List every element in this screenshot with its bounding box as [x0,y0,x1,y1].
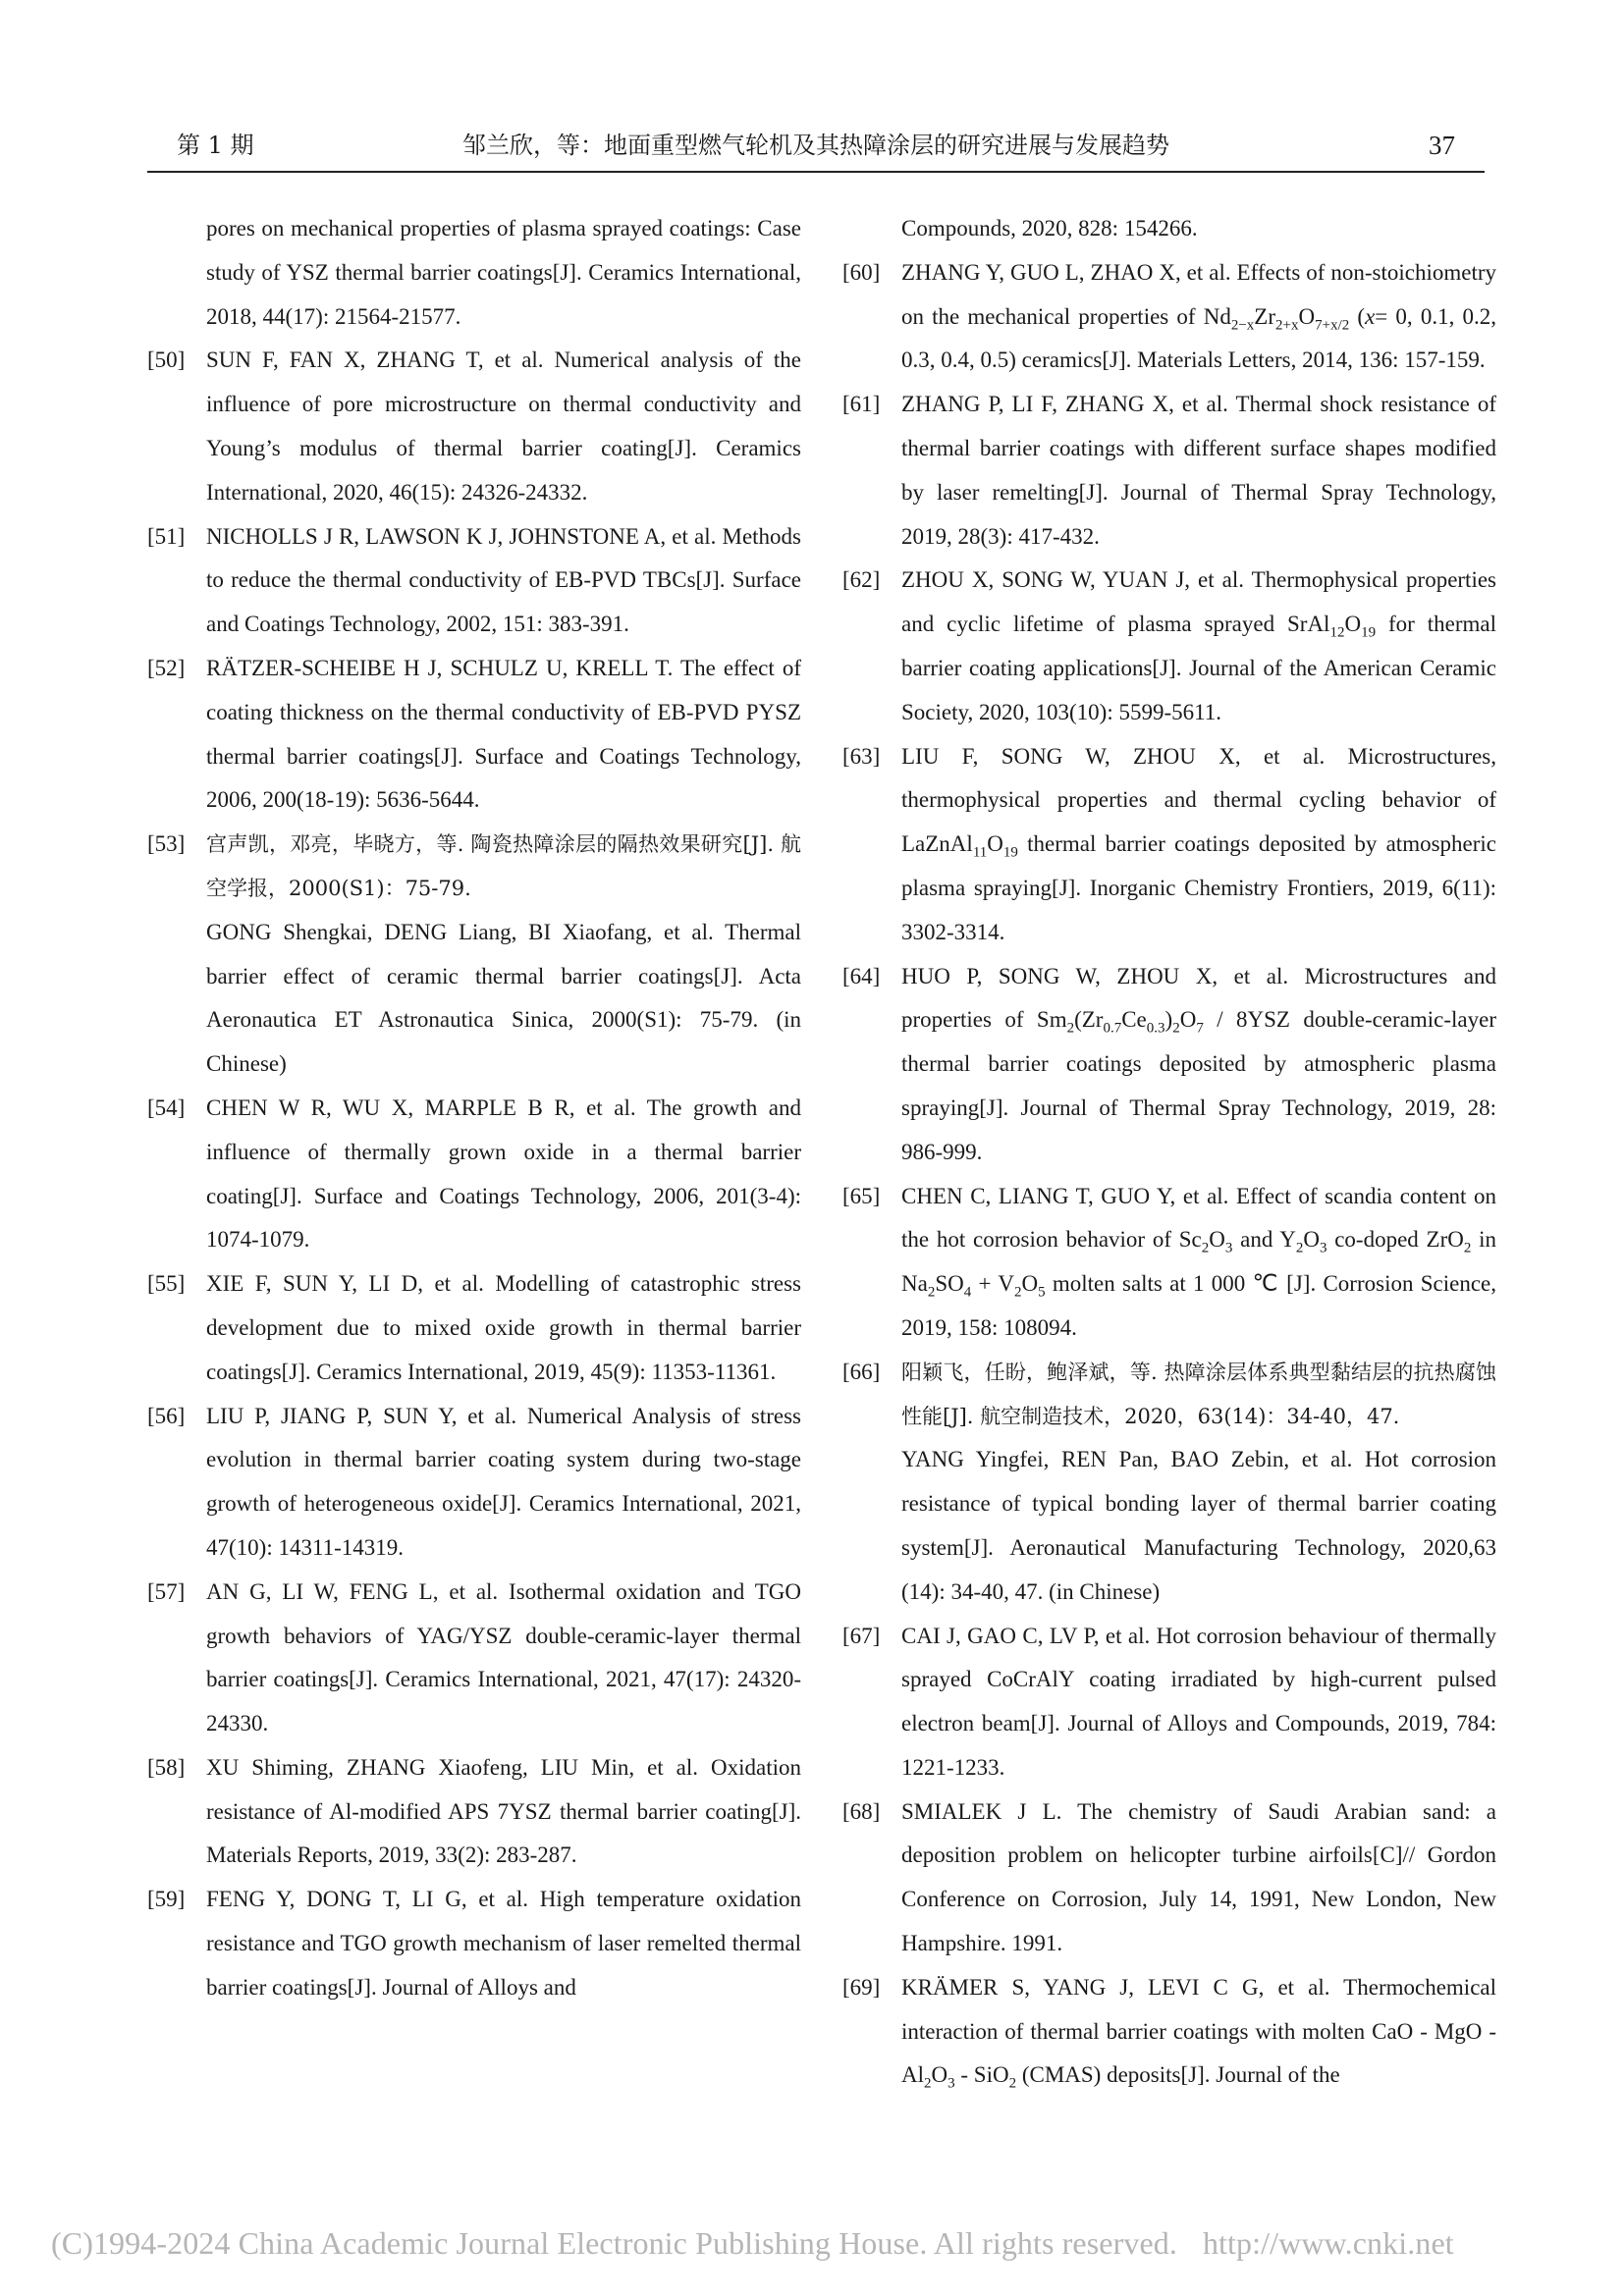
subscript: 7 [1196,1020,1204,1037]
reference-number: [56] [147,1403,186,1428]
reference-number: [63] [842,743,881,769]
reference-text: XU Shiming, ZHANG Xiaofeng, LIU Min, et al. Oxidation resistance of Al-modified APS 7YSZ thermal barrier coating[J]. Materials Reports, 2019, 33(2): 283-287. [206,1754,801,1868]
reference-text [901,251,1496,383]
subscript: 2 [1463,1240,1472,1256]
reference-item [147,1878,801,2009]
subscript: 2 [1295,1240,1304,1256]
text-run: = 0, 0.1, 0.2, 0.3, 0.4, 0.5) ceramics[J]. Materials Letters, 2014, 136: 157-159. [901,303,1496,373]
reference-continuation: Compounds, 2020, 828: 154266. [901,216,1198,240]
text-run: in Na [901,1227,1496,1297]
subscript: 0.3 [1146,1020,1165,1037]
text-run: HUO P, SONG W, ZHOU X, et al. Microstructures and properties of Sm [901,963,1496,1033]
reference-number: [59] [147,1887,186,1912]
reference-number: [50] [147,347,186,373]
reference-number: [58] [147,1754,186,1780]
text-run: / 8YSZ double-ceramic-layer thermal barrier coatings deposited by atmospheric plasma spraying[J]. Journal of Thermal Spray Technology, 2019, 28: 986-999. [901,1007,1496,1164]
reference-number: [61] [842,392,881,417]
text-run: CHEN C, LIANG T, GUO Y, et al. Effect of scandia content on the hot corrosion behavior of Sc [901,1183,1496,1253]
reference-text [901,559,1496,734]
reference-text: AN G, LI W, FENG L, et al. Isothermal oxidation and TGO growth behaviors of YAG/YSZ double-ceramic-layer thermal barrier coatings[J]. Ceramics International, 2021, 47(17): 24320-24330. [206,1578,801,1736]
reference-text-english: GONG Shengkai, DENG Liang, BI Xiaofang, et al. Thermal barrier effect of ceramic thermal barrier coatings[J]. Acta Aeronautica ET Astronautica Sinica, 2000(S1): 75-79. (in Chinese) [206,919,801,1077]
text-run: ZHANG Y, GUO L, ZHAO X, et al. Effects of non-stoichiometry on the mechanical properties of Nd [901,259,1496,329]
text-run: O [1303,1227,1320,1253]
reference-text [901,1966,1496,2098]
reference-number: [53] [147,831,186,857]
reference-item [147,647,801,823]
subscript: 2−x [1230,317,1255,334]
reference-column-right [842,207,1496,2098]
reference-item [147,823,801,1087]
reference-number: [54] [147,1095,186,1120]
subscript: 2 [927,1284,936,1301]
text-run: - SiO [954,2062,1009,2088]
text-run: O [1179,1007,1197,1033]
subscript: 11 [972,844,988,861]
subscript: 2 [1008,2076,1017,2093]
reference-column-left [147,207,801,2010]
text-run: O [931,2062,948,2088]
reference-text: NICHOLLS J R, LAWSON K J, JOHNSTONE A, et al. Methods to reduce the thermal conductivity of EB-PVD TBCs[J]. Surface and Coatings Technology, 2002, 151: 383-391. [206,523,801,637]
reference-text: RÄTZER-SCHEIBE H J, SCHULZ U, KRELL T. The effect of coating thickness on the thermal conductivity of EB-PVD PYSZ thermal barrier coatings[J]. Surface and Coatings Technology, 2006, 200(18-19): 5636-5644. [206,655,801,813]
page-number: 37 [1429,131,1455,160]
reference-number: [52] [147,655,186,680]
subscript: 2+x [1275,317,1299,334]
text-run: O [1021,1271,1039,1297]
reference-text: SUN F, FAN X, ZHANG T, et al. Numerical analysis of the influence of pore microstructure on thermal conductivity and Young’s modulus of thermal barrier coating[J]. Ceramics International, 2020, 46(15): 24326-24332. [206,347,801,505]
reference-item [147,515,801,647]
subscript: 19 [1361,624,1377,641]
subscript: 19 [1002,844,1018,861]
reference-text: SMIALEK J L. The chemistry of Saudi Arabian sand: a deposition problem on helicopter turbine airfoils[C]// Gordon Conference on Corrosion, July 14, 1991, New London, New Hampshire. 1991. [901,1798,1496,1956]
text-run: Ce [1121,1007,1147,1033]
reference-item [147,1087,801,1262]
reference-item [147,339,801,514]
text-run: O [1209,1227,1225,1253]
reference-text-english: YANG Yingfei, REN Pan, BAO Zebin, et al. Hot corrosion resistance of typical bonding layer of thermal barrier coating system[J]. Aeronautical Manufacturing Technology, 2020,63 (14): 34-40, 47. (in Chinese) [901,1447,1496,1604]
text-run: (CMAS) deposits[J]. Journal of the [1016,2062,1340,2088]
text-run: and Y [1232,1227,1296,1253]
reference-number: [60] [842,259,881,285]
text-run: ) [1164,1007,1173,1033]
subscript: 3 [1224,1240,1233,1256]
subscript: 2 [1066,1020,1075,1037]
subscript: 4 [963,1284,972,1301]
text-run: + V [971,1271,1014,1297]
copyright-text: (C)1994-2024 China Academic Journal Electronic Publishing House. All rights reserved. [51,2225,1177,2261]
reference-item [147,1262,801,1394]
subscript: 0.7 [1103,1020,1122,1037]
reference-item [842,383,1496,559]
reference-text-chinese: 宫声凯，邓亮，毕晓方，等. 陶瓷热障涂层的隔热效果研究[J]. 航空学报，2000(S1)：75-79. [206,832,801,900]
subscript: 7+x/2 [1315,317,1350,334]
text-run: KRÄMER S, YANG J, LEVI C G, et al. Thermochemical interaction of thermal barrier coatings with molten CaO - MgO - Al [901,1974,1496,2088]
reference-text: FENG Y, DONG T, LI G, et al. High temperature oxidation resistance and TGO growth mechanism of laser remelted thermal barrier coatings[J]. Journal of Alloys and [206,1887,801,2000]
reference-number: [65] [842,1183,881,1208]
page-header [147,128,1485,173]
cnki-url: http://www.cnki.net [1202,2225,1454,2261]
reference-text [206,823,801,1087]
text-run: (Zr [1074,1007,1104,1033]
reference-item [842,735,1496,955]
text-run: molten salts at 1 000 ℃ [J]. Corrosion Science, 2019, 158: 108094. [901,1271,1497,1340]
reference-item [842,251,1496,383]
reference-item [842,1175,1496,1351]
reference-item [842,1615,1496,1790]
reference-number: [67] [842,1623,881,1648]
reference-text-chinese: 阳颖飞，任盼，鲍泽斌，等. 热障涂层体系典型黏结层的抗热腐蚀性能[J]. 航空制造技术，2020，63(14)：34-40，47. [901,1360,1496,1428]
reference-item [842,1351,1496,1615]
reference-text: XIE F, SUN Y, LI D, et al. Modelling of catastrophic stress development due to mixed oxide growth in thermal barrier coatings[J]. Ceramics International, 2019, 45(9): 11353-11361. [206,1271,801,1384]
text-run: Zr [1254,303,1276,329]
subscript: 3 [1319,1240,1327,1256]
text-run: LIU F, SONG W, ZHOU X, et al. Microstructures, thermophysical properties and thermal cycling behavior of LaZnAl [901,743,1496,857]
reference-item [842,955,1496,1175]
reference-number: [66] [842,1359,881,1384]
reference-number: [68] [842,1798,881,1824]
reference-number: [62] [842,567,881,593]
reference-number: [64] [842,963,881,988]
reference-text [901,1351,1496,1615]
subscript: 2 [1201,1240,1210,1256]
subscript: 2 [924,2076,932,2093]
reference-text: CAI J, GAO C, LV P, et al. Hot corrosion behaviour of thermally sprayed CoCrAlY coating irradiated by high-current pulsed electron beam[J]. Journal of Alloys and Compounds, 2019, 784: 1221-1233. [901,1623,1496,1780]
text-run: ( [1349,303,1366,329]
reference-item [147,1395,801,1571]
text-run: O [987,831,1003,857]
reference-item [147,1571,801,1746]
reference-item [842,559,1496,734]
reference-item [147,1746,801,1878]
copyright-footer [51,2225,1454,2262]
subscript: 3 [947,2076,955,2093]
reference-number: [69] [842,1974,881,2000]
subscript: 5 [1038,1284,1046,1301]
reference-text: ZHANG P, LI F, ZHANG X, et al. Thermal shock resistance of thermal barrier coatings with different surface shapes modified by laser remelting[J]. Journal of Thermal Spray Technology, 2019, 28(3): 417-432. [901,392,1496,549]
reference-continuation: pores on mechanical properties of plasma sprayed coatings: Case study of YSZ thermal barrier coatings[J]. Ceramics International, 2018, 44(17): 21564-21577. [206,216,801,329]
text-run: co-doped ZrO [1326,1227,1464,1253]
issue-number: 第 1 期 [177,132,254,159]
italic-variable: x [1365,303,1376,329]
reference-text [901,735,1496,955]
reference-number: [51] [147,523,186,549]
reference-number: [57] [147,1578,186,1604]
subscript: 2 [1013,1284,1022,1301]
text-run: O [1298,303,1316,329]
subscript: 2 [1172,1020,1180,1037]
text-run: for thermal barrier coating applications[J]. Journal of the American Ceramic Society, 2020, 103(10): 5599-5611. [901,612,1496,724]
text-run: thermal barrier coatings deposited by atmospheric plasma spraying[J]. Inorganic Chemistry Frontiers, 2019, 6(11): 3302-3314. [901,831,1496,944]
text-run: SO [935,1271,964,1297]
reference-text: LIU P, JIANG P, SUN Y, et al. Numerical Analysis of stress evolution in thermal barrier coating system during two-stage growth of heterogeneous oxide[J]. Ceramics International, 2021, 47(10): 14311-14319. [206,1403,801,1560]
reference-text [901,1175,1496,1351]
text-run: O [1344,612,1362,637]
text-run: ZHOU X, SONG W, YUAN J, et al. Thermophysical properties and cyclic lifetime of plasma sprayed SrAl [901,567,1496,637]
reference-number: [55] [147,1271,186,1297]
subscript: 12 [1329,624,1345,641]
reference-item [842,1966,1496,2098]
reference-text: CHEN W R, WU X, MARPLE B R, et al. The growth and influence of thermally grown oxide in a thermal barrier coating[J]. Surface and Coatings Technology, 2006, 201(3-4): 1074-1079. [206,1095,801,1253]
reference-item [842,1790,1496,1966]
running-title: 邹兰欣，等：地面重型燃气轮机及其热障涂层的研究进展与发展趋势 [462,132,1169,159]
reference-text [901,955,1496,1175]
